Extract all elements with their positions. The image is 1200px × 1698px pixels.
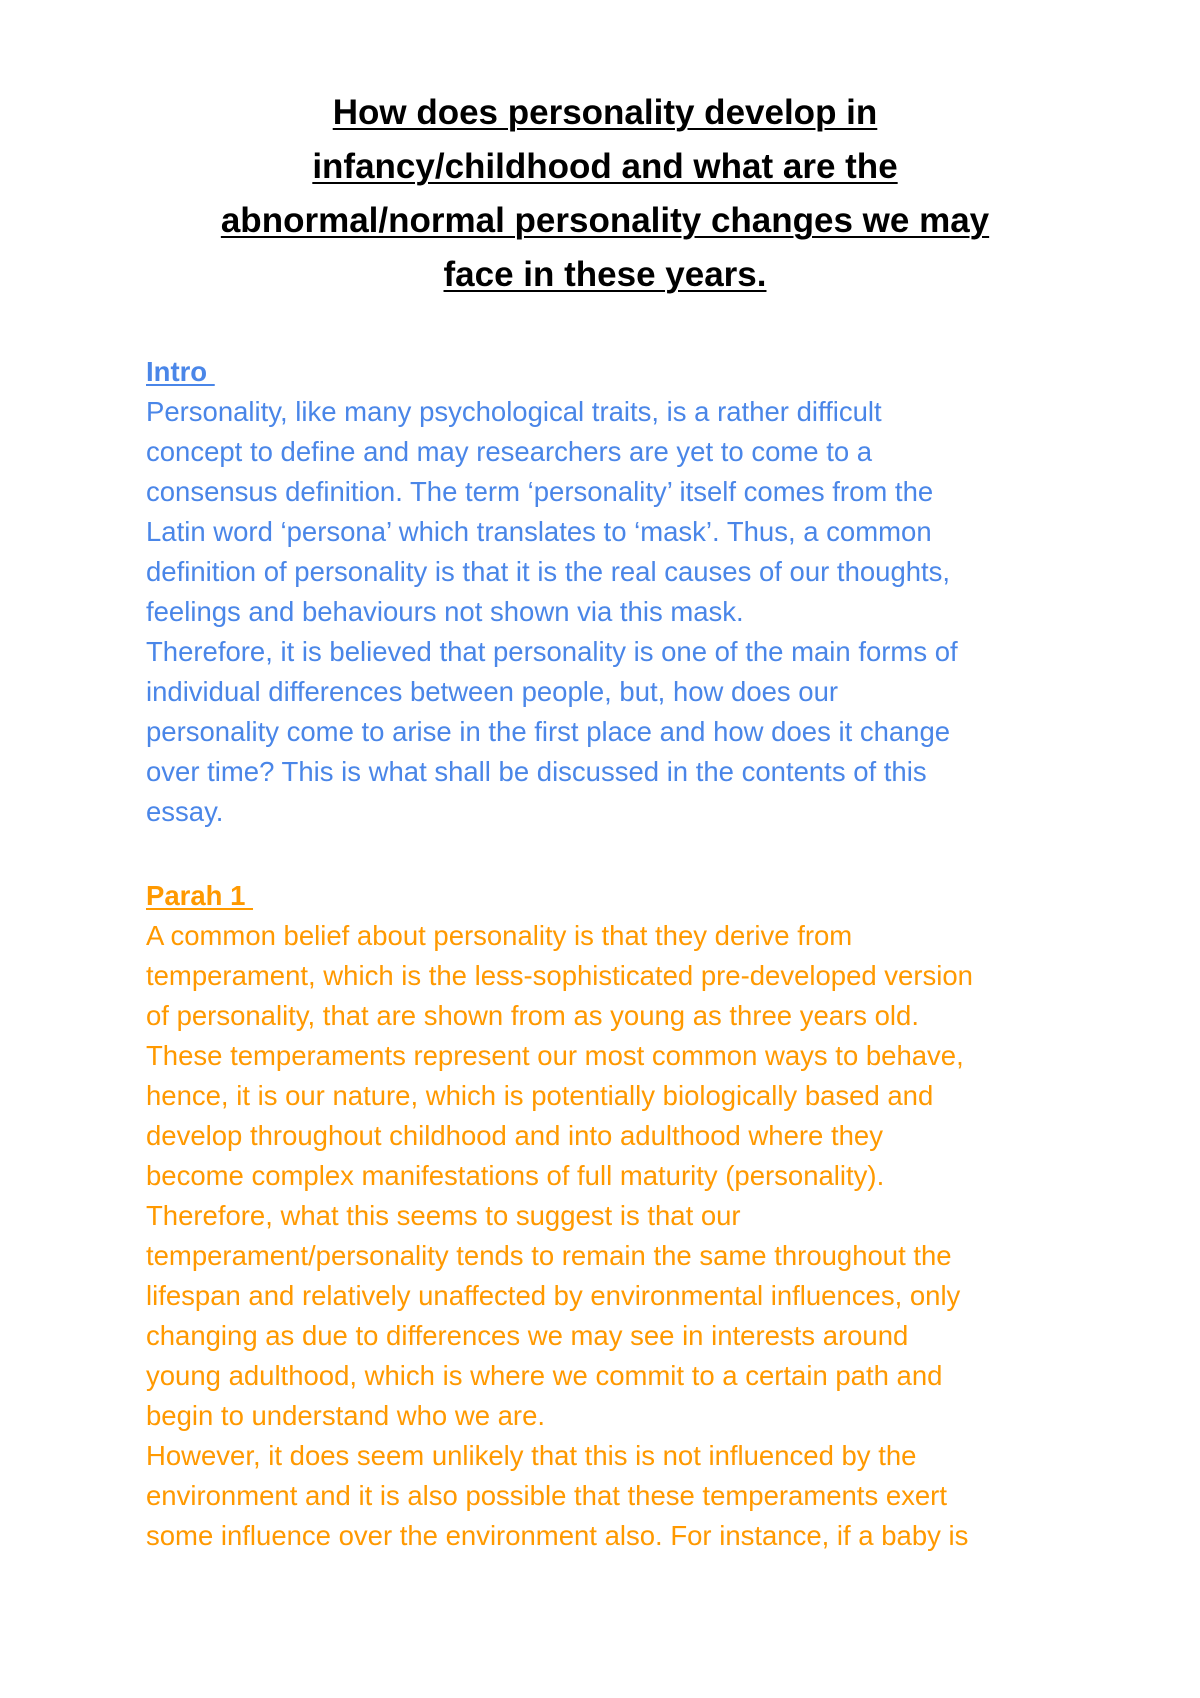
- paragraph-1-line: temperament, which is the less-sophisticated pre-developed version: [146, 960, 973, 991]
- intro-line: over time? This is what shall be discussed in the contents of this: [146, 756, 927, 787]
- paragraph-1-line: develop throughout childhood and into adulthood where they: [146, 1120, 883, 1151]
- paragraph-1-line: changing as due to differences we may see in interests around: [146, 1320, 909, 1351]
- intro-line: essay.: [146, 796, 224, 827]
- intro-heading: Intro: [146, 356, 215, 387]
- intro-line: Personality, like many psychological traits, is a rather difficult: [146, 396, 882, 427]
- title-line-4: face in these years.: [443, 255, 767, 294]
- title-line-3: abnormal/normal personality changes we may: [220, 201, 990, 240]
- paragraph-1-line: A common belief about personality is that they derive from: [146, 920, 853, 951]
- title-line-2: infancy/childhood and what are the: [312, 147, 898, 186]
- intro-line: Latin word ‘persona’ which translates to ‘mask’. Thus, a common: [146, 516, 932, 547]
- paragraph-1-line: some influence over the environment also. For instance, if a baby is: [146, 1520, 969, 1551]
- paragraph-1-line: lifespan and relatively unaffected by environmental influences, only: [146, 1280, 961, 1311]
- intro-line: Therefore, it is believed that personality is one of the main forms of: [146, 636, 958, 667]
- paragraph-1-line: Therefore, what this seems to suggest is that our: [146, 1200, 741, 1231]
- document-title: [130, 86, 1080, 302]
- intro-line: feelings and behaviours not shown via this mask.: [146, 596, 744, 627]
- paragraph-1-line: hence, it is our nature, which is potentially biologically based and: [146, 1080, 934, 1111]
- paragraph-1-line: become complex manifestations of full maturity (personality).: [146, 1160, 885, 1191]
- paragraph-1-section: [146, 876, 1086, 1556]
- paragraph-1-line: of personality, that are shown from as young as three years old.: [146, 1000, 919, 1031]
- intro-section: [146, 352, 1086, 832]
- intro-line: individual differences between people, but, how does our: [146, 676, 839, 707]
- intro-line: concept to define and may researchers are yet to come to a: [146, 436, 873, 467]
- intro-line: definition of personality is that it is the real causes of our thoughts,: [146, 556, 951, 587]
- paragraph-1-line: begin to understand who we are.: [146, 1400, 546, 1431]
- paragraph-1-line: young adulthood, which is where we commit to a certain path and: [146, 1360, 943, 1391]
- paragraph-1-heading: Parah 1: [146, 880, 254, 911]
- paragraph-1-line: These temperaments represent our most common ways to behave,: [146, 1040, 964, 1071]
- paragraph-1-line: environment and it is also possible that these temperaments exert: [146, 1480, 947, 1511]
- intro-line: personality come to arise in the first place and how does it change: [146, 716, 951, 747]
- paragraph-1-line: temperament/personality tends to remain the same throughout the: [146, 1240, 952, 1271]
- title-line-1: How does personality develop in: [332, 93, 878, 132]
- paragraph-1-line: However, it does seem unlikely that this is not influenced by the: [146, 1440, 917, 1471]
- intro-line: consensus definition. The term ‘personality’ itself comes from the: [146, 476, 934, 507]
